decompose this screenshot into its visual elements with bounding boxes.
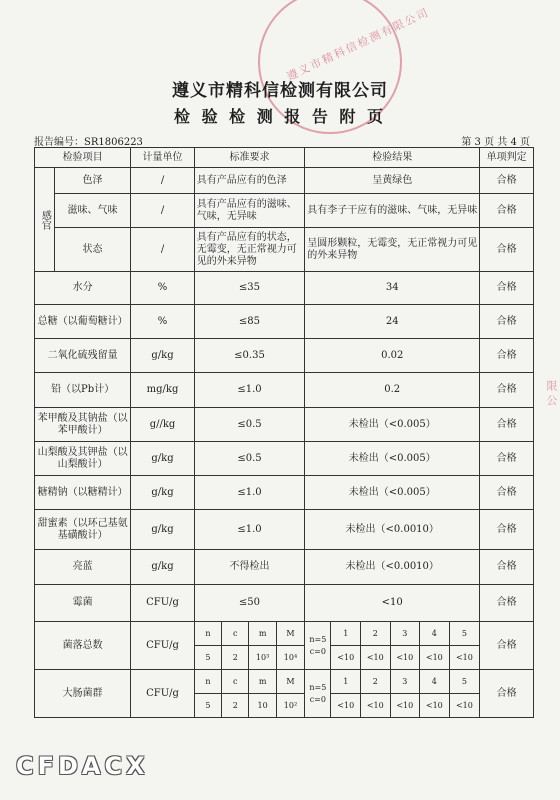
item-result: 0.02 — [305, 339, 480, 373]
item-verdict: 合格 — [480, 373, 534, 408]
plan-header: M — [276, 622, 304, 646]
plan-header: c — [222, 670, 249, 694]
item-standard: 具有产品应有的状态，无霉变，无正常视力可见的外来异物 — [194, 228, 304, 272]
item-result: 呈圆形颗粒，无霉变，无正常视力可见的外来异物 — [305, 228, 480, 272]
item-name: 苯甲酸及其钠盐（以苯甲酸计） — [35, 408, 131, 442]
item-unit: CFU/g — [131, 622, 194, 670]
sample-value: <10 — [449, 694, 480, 718]
item-unit: g/kg — [131, 476, 194, 510]
plan-header: m — [249, 622, 276, 646]
table-row — [35, 228, 534, 272]
item-name: 水分 — [35, 272, 131, 305]
item-unit: g//kg — [131, 408, 194, 442]
plan-header: m — [249, 670, 276, 694]
col-header-verdict: 单项判定 — [480, 148, 534, 168]
item-standard: ≤1.0 — [194, 476, 304, 510]
item-verdict: 合格 — [480, 305, 534, 339]
col-header-standard: 标准要求 — [194, 148, 304, 168]
item-verdict: 合格 — [480, 228, 534, 272]
plan-value: 10² — [276, 694, 304, 718]
plan-value: 10³ — [249, 646, 276, 670]
item-standard: ≤1.0 — [194, 373, 304, 408]
sample-value: <10 — [390, 694, 420, 718]
sample-value: <10 — [331, 646, 361, 670]
sample-header: 2 — [361, 670, 391, 694]
sample-header: 4 — [420, 622, 450, 646]
sensory-group-label: 感官 — [35, 168, 55, 272]
item-unit: % — [131, 272, 194, 305]
report-number: 报告编号：SR1806223 — [34, 137, 143, 148]
item-standard: 具有产品应有的滋味、气味，无异味 — [194, 194, 304, 228]
table-row — [35, 373, 534, 408]
table-row — [35, 168, 534, 194]
item-result: 具有李子干应有的滋味、气味，无异味 — [305, 194, 480, 228]
plan-value: 10⁴ — [276, 646, 304, 670]
item-result: 未检出（<0.005） — [305, 476, 480, 510]
item-name: 状态 — [54, 228, 131, 272]
sample-value: <10 — [331, 694, 361, 718]
results-table — [34, 147, 534, 718]
item-result: 未检出（<0.005） — [305, 408, 480, 442]
item-name: 霉菌 — [35, 585, 131, 622]
plan-header: c — [222, 622, 249, 646]
table-row — [35, 339, 534, 373]
plan-value: 5 — [194, 694, 221, 718]
item-result: 未检出（<0.005） — [305, 442, 480, 476]
item-standard: ≤1.0 — [194, 510, 304, 550]
table-row — [35, 408, 534, 442]
page-title: 检 验 检 测 报 告 附 页 — [174, 107, 386, 126]
col-header-unit: 计量单位 — [131, 148, 194, 168]
table-row — [35, 622, 534, 646]
sample-header: 4 — [420, 670, 450, 694]
item-verdict: 合格 — [480, 272, 534, 305]
table-row — [35, 194, 534, 228]
sample-value: <10 — [390, 646, 420, 670]
item-verdict: 合格 — [480, 168, 534, 194]
item-verdict: 合格 — [480, 476, 534, 510]
item-name: 总糖（以葡萄糖计） — [35, 305, 131, 339]
item-unit: g/kg — [131, 510, 194, 550]
sample-header: 2 — [361, 622, 391, 646]
plan-value: 10 — [249, 694, 276, 718]
item-unit: / — [131, 168, 194, 194]
item-unit: CFU/g — [131, 585, 194, 622]
item-name: 亮蓝 — [35, 550, 131, 585]
item-unit: / — [131, 194, 194, 228]
item-verdict: 合格 — [480, 442, 534, 476]
item-name: 二氧化硫残留量 — [35, 339, 131, 373]
plan-header: n — [194, 670, 221, 694]
page-number: 第 3 页 共 4 页 — [461, 137, 530, 148]
table-row — [35, 585, 534, 622]
plan-header: M — [276, 670, 304, 694]
table-row — [35, 305, 534, 339]
item-unit: g/kg — [131, 550, 194, 585]
item-standard: ≤85 — [194, 305, 304, 339]
item-result: 呈黄绿色 — [305, 168, 480, 194]
item-result: 34 — [305, 272, 480, 305]
sample-value: <10 — [361, 694, 391, 718]
item-unit: mg/kg — [131, 373, 194, 408]
item-name: 色泽 — [54, 168, 131, 194]
seam-stamp: 限 公 — [545, 380, 558, 406]
item-unit: CFU/g — [131, 670, 194, 718]
sample-header: 3 — [390, 622, 420, 646]
sample-header: 5 — [449, 670, 480, 694]
table-row — [35, 510, 534, 550]
item-standard: ≤0.5 — [194, 408, 304, 442]
sample-header: 5 — [449, 622, 480, 646]
table-row — [35, 670, 534, 694]
sample-header: 1 — [331, 622, 361, 646]
item-name: 大肠菌群 — [35, 670, 131, 718]
item-verdict: 合格 — [480, 339, 534, 373]
plan-header: n — [194, 622, 221, 646]
item-standard: ≤50 — [194, 585, 304, 622]
sampling-nc: n=5 c=0 — [305, 622, 331, 670]
company-seal-text: 遵义市精科信检测有限公司 — [284, 5, 432, 84]
col-header-result: 检验结果 — [305, 148, 480, 168]
table-row — [35, 272, 534, 305]
item-name: 甜蜜素（以环己基氨基磺酸计） — [35, 510, 131, 550]
item-verdict: 合格 — [480, 585, 534, 622]
sample-value: <10 — [420, 694, 450, 718]
item-result: 24 — [305, 305, 480, 339]
item-name: 山梨酸及其钾盐（以山梨酸计） — [35, 442, 131, 476]
item-standard: ≤35 — [194, 272, 304, 305]
item-standard: ≤0.5 — [194, 442, 304, 476]
plan-value: 2 — [222, 646, 249, 670]
watermark: CFDACX — [16, 752, 149, 780]
item-verdict: 合格 — [480, 510, 534, 550]
table-row — [35, 550, 534, 585]
item-verdict: 合格 — [480, 408, 534, 442]
sample-header: 3 — [390, 670, 420, 694]
item-name: 糖精钠（以糖精计） — [35, 476, 131, 510]
item-unit: g/kg — [131, 339, 194, 373]
item-verdict: 合格 — [480, 670, 534, 718]
item-result: 0.2 — [305, 373, 480, 408]
item-standard: ≤0.35 — [194, 339, 304, 373]
sample-value: <10 — [449, 646, 480, 670]
sample-value: <10 — [420, 646, 450, 670]
table-header-row — [35, 148, 534, 168]
item-verdict: 合格 — [480, 194, 534, 228]
item-unit: g/kg — [131, 442, 194, 476]
col-header-item: 检验项目 — [35, 148, 131, 168]
item-name: 菌落总数 — [35, 622, 131, 670]
company-title: 遵义市精科信检测有限公司 — [172, 81, 388, 101]
table-row — [35, 476, 534, 510]
table-row — [35, 442, 534, 476]
item-result: 未检出（<0.0010） — [305, 550, 480, 585]
item-standard: 不得检出 — [194, 550, 304, 585]
item-result: <10 — [305, 585, 480, 622]
item-unit: / — [131, 228, 194, 272]
item-standard: 具有产品应有的色泽 — [194, 168, 304, 194]
plan-value: 5 — [194, 646, 221, 670]
item-verdict: 合格 — [480, 622, 534, 670]
item-unit: % — [131, 305, 194, 339]
item-name: 滋味、气味 — [54, 194, 131, 228]
item-result: 未检出（<0.0010） — [305, 510, 480, 550]
sample-header: 1 — [331, 670, 361, 694]
sample-value: <10 — [361, 646, 391, 670]
item-name: 铅（以Pb计） — [35, 373, 131, 408]
item-verdict: 合格 — [480, 550, 534, 585]
plan-value: 2 — [222, 694, 249, 718]
sampling-nc: n=5 c=0 — [305, 670, 331, 718]
